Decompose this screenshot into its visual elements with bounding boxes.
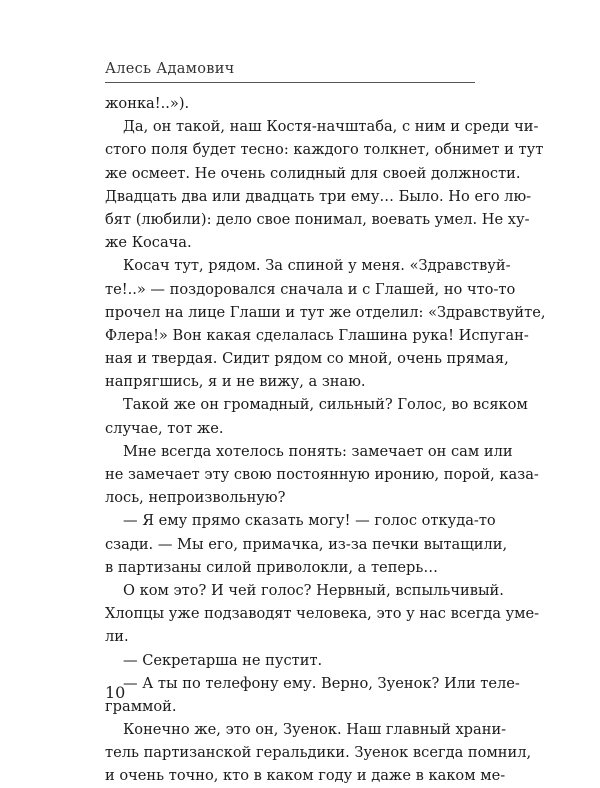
text-line: в партизаны силой приволокли, а теперь… — [105, 558, 438, 576]
running-header-author: Алесь Адамович — [105, 61, 235, 77]
text-line: Флера!» Вон какая сделалась Глашина рука! Испуган- — [105, 326, 529, 344]
text-line: граммой. — [105, 697, 177, 715]
text-line: и очень точно, кто в каком году и даже в каком ме- — [105, 767, 506, 785]
text-line: О ком это? И чей голос? Нервный, вспыльчивый. — [123, 581, 504, 599]
text-line: — Секретарша не пустит. — [123, 651, 323, 669]
text-line: Такой же он громадный, сильный? Голос, во всяком — [123, 396, 528, 414]
text-line: ли. — [105, 628, 129, 646]
text-line: — А ты по телефону ему. Верно, Зуенок? Или теле- — [123, 674, 520, 692]
text-line: тель партизанской геральдики. Зуенок всегда помнил, — [105, 744, 532, 762]
text-line: же осмеет. Не очень солидный для своей должности. — [105, 164, 521, 182]
text-line: стого поля будет тесно: каждого толкнет, обнимет и тут — [105, 141, 544, 159]
text-line: не замечает эту свою постоянную иронию, порой, каза- — [105, 466, 539, 483]
text-line: — Я ему прямо сказать могу! — голос откуда-то — [123, 512, 496, 530]
text-line: сзади. — Мы его, примачка, из-за печки вытащили, — [105, 535, 508, 553]
text-line: Конечно же, это он, Зуенок. Наш главный храни- — [123, 721, 507, 739]
text-line: Хлопцы уже подзаводят человека, это у нас всегда уме- — [105, 605, 540, 623]
text-line: те!..» — поздоровался сначала и с Глашей, но что-то — [105, 280, 516, 298]
text-line: Да, он такой, наш Костя-начштаба, с ним и среди чи- — [123, 118, 539, 136]
text-line: бят (любили): дело свое понимал, воевать умел. Не ху- — [105, 210, 530, 228]
text-line: прочел на лице Глаши и тут же отделил: «Здравствуйте, — [105, 303, 546, 321]
text-line: же Косача. — [105, 234, 192, 252]
header-rule — [105, 82, 475, 83]
text-line: Мне всегда хотелось понять: замечает он сам или — [123, 442, 513, 460]
text-line: Косач тут, рядом. За спиной у меня. «Здравствуй- — [123, 257, 511, 275]
text-line: напрягшись, я и не вижу, а знаю. — [105, 373, 366, 391]
text-line: случае, тот же. — [105, 419, 224, 437]
body-text — [105, 92, 546, 788]
text-line: лось, непроизвольную? — [105, 489, 286, 507]
text-line: жонка!..»). — [105, 95, 190, 112]
text-line: Двадцать два или двадцать три ему… Было. Но его лю- — [105, 187, 532, 205]
text-line: ная и твердая. Сидит рядом со мной, очень прямая, — [105, 350, 509, 368]
page-number: 10 — [105, 683, 126, 702]
